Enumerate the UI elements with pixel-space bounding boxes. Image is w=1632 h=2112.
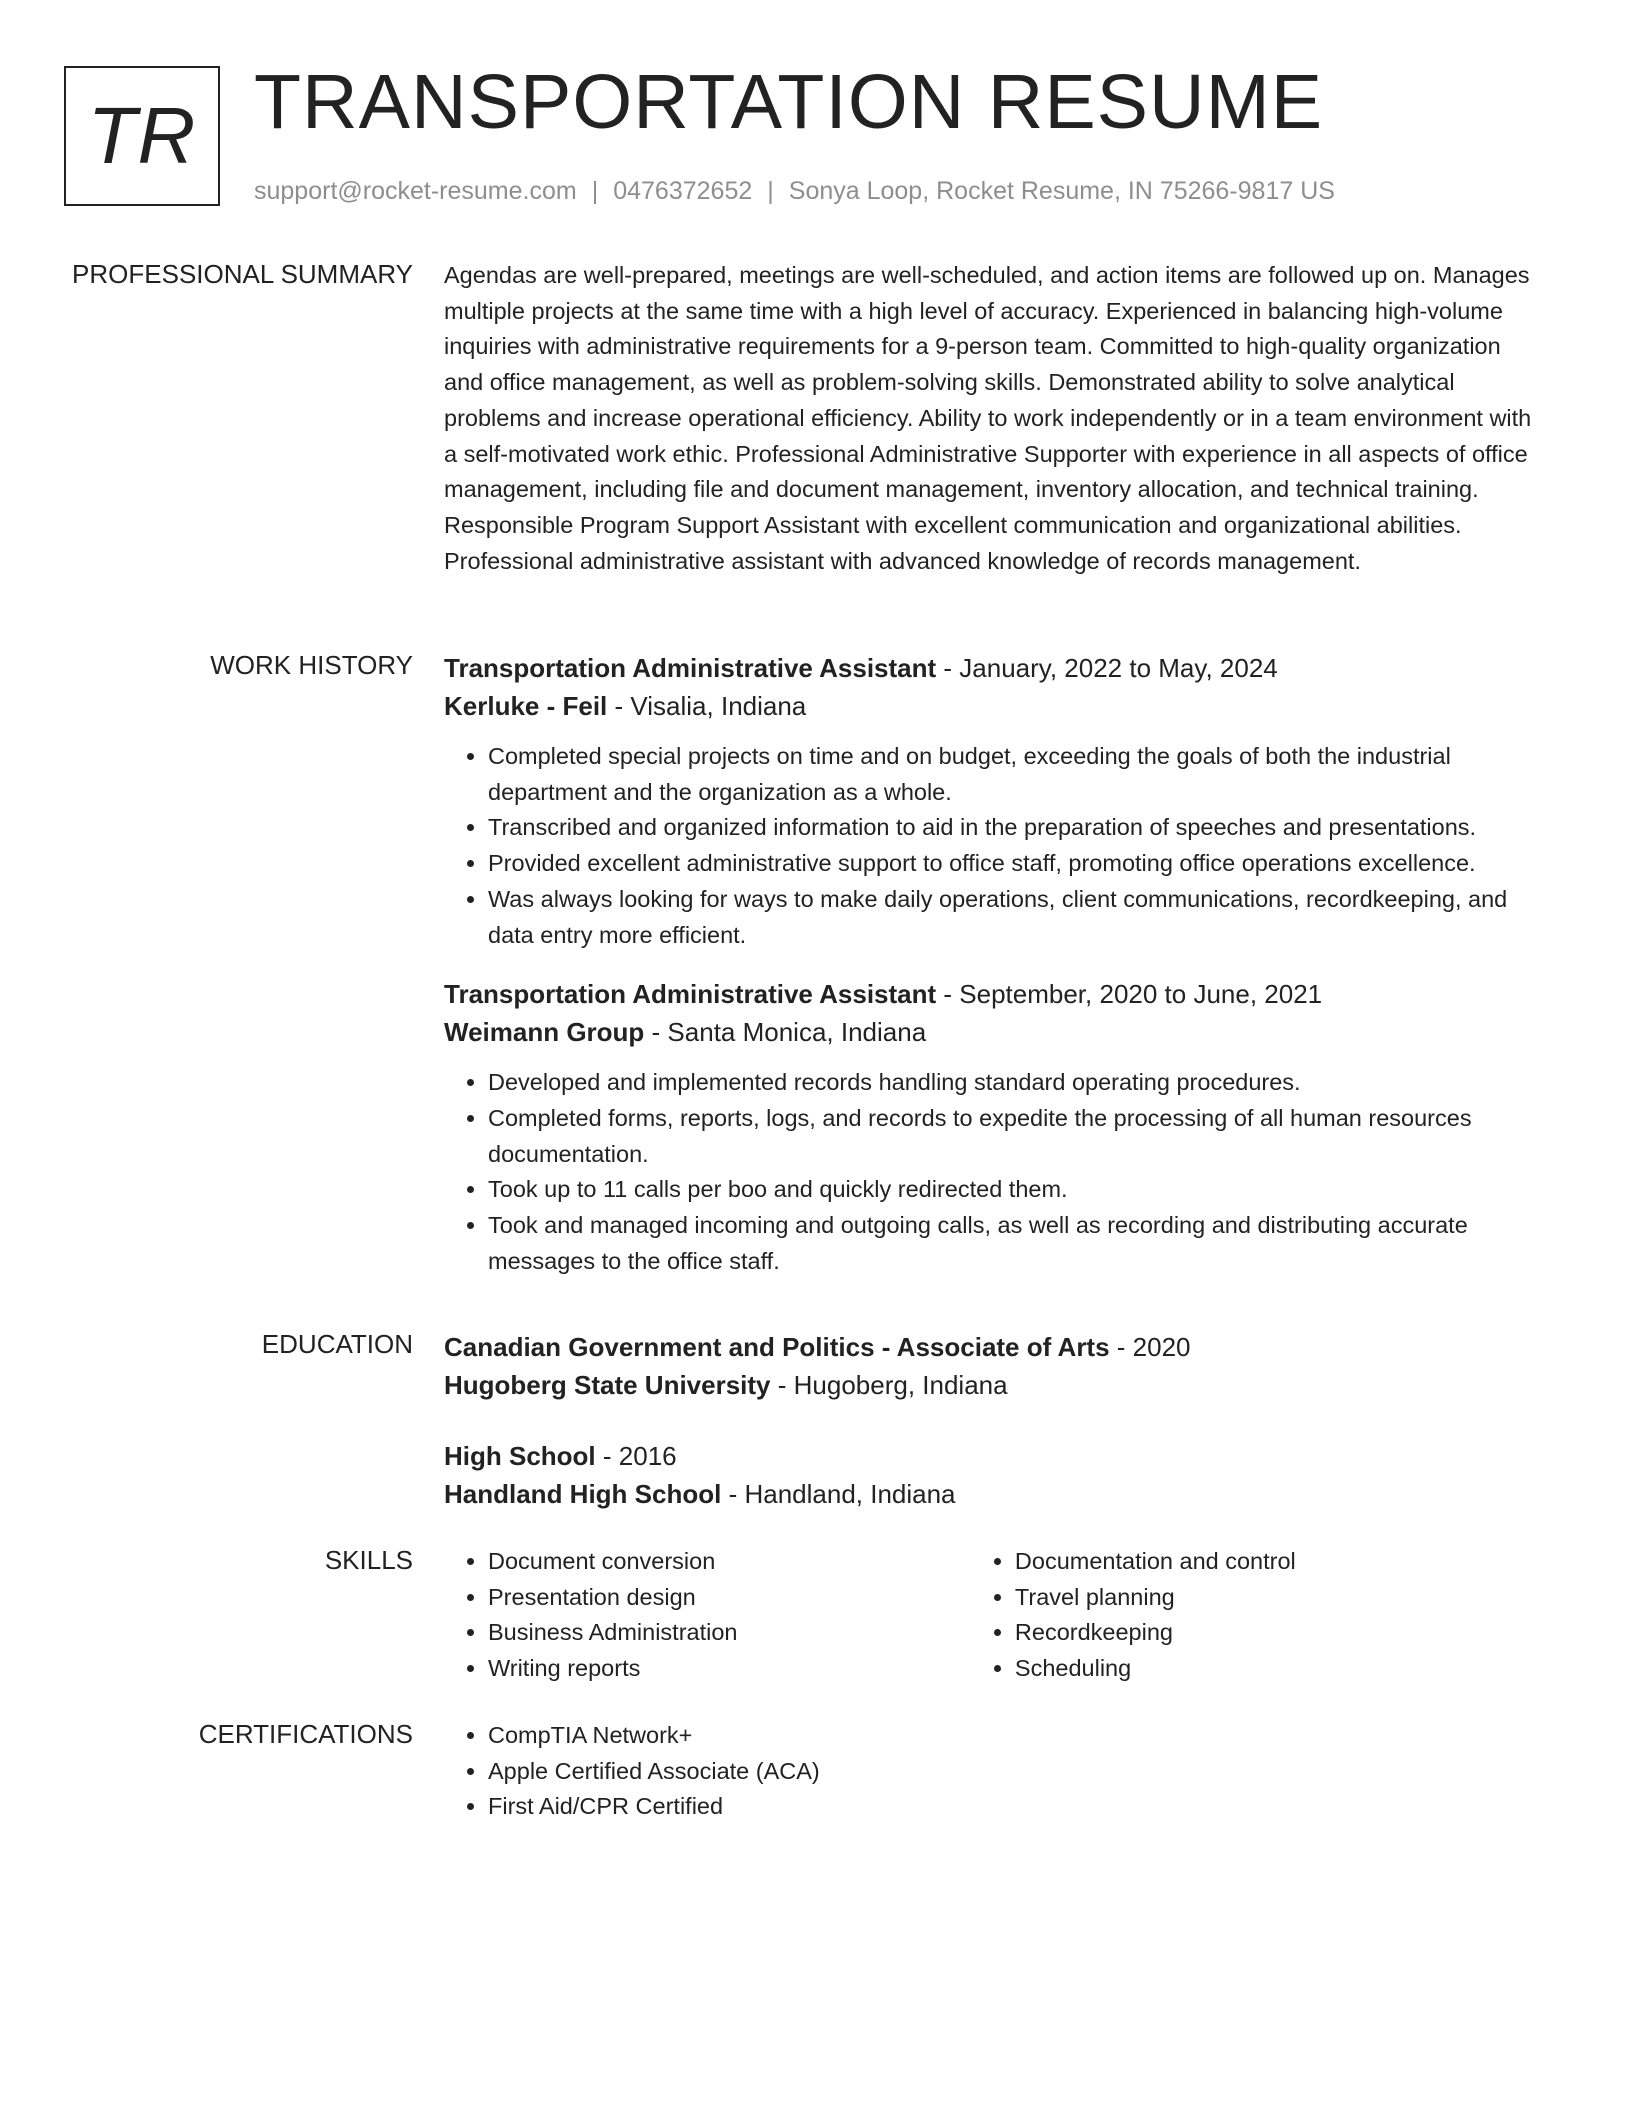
section-label-education: EDUCATION — [261, 1329, 413, 1359]
certification-item: • First Aid/CPR Certified — [488, 1789, 1544, 1825]
degree-name: Canadian Government and Politics - Associate of Arts — [444, 1332, 1110, 1362]
contact-separator: | — [767, 177, 774, 205]
education-entry — [444, 1437, 1544, 1513]
contact-line — [254, 176, 1335, 206]
degree-line — [444, 1328, 1544, 1366]
job-entry — [444, 649, 1544, 953]
skill-item: • Business Administration — [488, 1615, 971, 1651]
degree-year: - 2016 — [602, 1441, 677, 1471]
monogram-logo: TR — [64, 66, 220, 206]
skill-item: • Writing reports — [488, 1651, 971, 1687]
skill-item: • Presentation design — [488, 1580, 971, 1616]
skills-list-left — [444, 1544, 971, 1687]
skill-item: • Travel planning — [1015, 1580, 1544, 1616]
degree-year: - 2020 — [1116, 1332, 1191, 1362]
contact-separator: | — [591, 177, 599, 205]
job-location: - Santa Monica, Indiana — [651, 1017, 927, 1048]
job-title: Transportation Administrative Assistant — [444, 653, 937, 683]
resume-title: TRANSPORTATION RESUME — [254, 59, 1324, 145]
contact-phone[interactable]: 0476372652 — [613, 177, 753, 205]
skill-item: • Scheduling — [1015, 1651, 1544, 1687]
job-bullet: • Transcribed and organized information to aid in the preparation of speeches and presentations. — [488, 810, 1544, 846]
skills-list-right — [971, 1544, 1544, 1687]
certifications-list — [444, 1718, 1544, 1825]
degree-line — [444, 1437, 1544, 1475]
job-bullet: • Completed special projects on time and on budget, exceeding the goals of both the industrial department and the organization as a whole. — [488, 739, 1544, 810]
school-line — [444, 1475, 1544, 1513]
job-bullet: • Took up to 11 calls per boo and quickly redirected them. — [488, 1172, 1544, 1208]
job-dates: - January, 2022 to May, 2024 — [943, 653, 1278, 683]
school-location: - Hugoberg, Indiana — [777, 1370, 1008, 1400]
certification-item: • CompTIA Network+ — [488, 1718, 1544, 1754]
section-label-skills: SKILLS — [324, 1545, 413, 1575]
school-line — [444, 1366, 1544, 1404]
skill-item: • Documentation and control — [1015, 1544, 1544, 1580]
section-label-work-history: WORK HISTORY — [210, 650, 413, 680]
job-title: Transportation Administrative Assistant — [444, 979, 937, 1010]
summary-text: Agendas are well-prepared, meetings are well-scheduled, and action items are followed up on. Manages multiple projects at the same time with a high level of accuracy. Experienced in balancing high-volume inquiries with administrative requirements for a 9-person team. Committed to high-quality organization and office management, as well as problem-solving skills. Demonstrated ability to solve analytical problems and increase operational efficiency. Ability to work independently or in a team environment with a self-motivated work ethic. Professional Administrative Supporter with experience in all aspects of office management, including file and document management, inventory allocation, and technical training. Responsible Program Support Assistant with excellent communication and organizational abilities. Professional administrative assistant with advanced knowledge of records management. — [444, 262, 1532, 574]
job-company-line — [444, 1013, 1544, 1051]
job-bullet: • Developed and implemented records handling standard operating procedures. — [488, 1065, 1544, 1101]
job-title-line — [444, 975, 1544, 1013]
job-bullet: • Took and managed incoming and outgoing calls, as well as recording and distributing accurate messages to the office staff. — [488, 1208, 1544, 1279]
section-label-summary: PROFESSIONAL SUMMARY — [72, 259, 413, 289]
skill-item: • Recordkeeping — [1015, 1615, 1544, 1651]
job-company: Weimann Group — [444, 1017, 645, 1048]
job-bullet: • Completed forms, reports, logs, and records to expedite the processing of all human resources documentation. — [488, 1101, 1544, 1172]
education-entry — [444, 1328, 1544, 1404]
job-title-line — [444, 649, 1544, 687]
contact-email[interactable]: support@rocket-resume.com — [254, 177, 577, 205]
school-name: Hugoberg State University — [444, 1370, 771, 1400]
job-company: Kerluke - Feil — [444, 691, 608, 721]
degree-name: High School — [444, 1441, 596, 1471]
job-company-line — [444, 687, 1544, 725]
skill-item: • Document conversion — [488, 1544, 971, 1580]
certification-item: • Apple Certified Associate (ACA) — [488, 1754, 1544, 1790]
job-bullet: • Was always looking for ways to make daily operations, client communications, recordkeeping, and data entry more efficient. — [488, 882, 1544, 953]
job-bullet: • Provided excellent administrative support to office staff, promoting office operations excellence. — [488, 846, 1544, 882]
job-entry — [444, 975, 1544, 1279]
section-label-certifications: CERTIFICATIONS — [198, 1719, 413, 1749]
school-name: Handland High School — [444, 1479, 722, 1509]
school-location: - Handland, Indiana — [728, 1479, 956, 1509]
contact-address: Sonya Loop, Rocket Resume, IN 75266-9817 US — [788, 177, 1335, 205]
job-bullets — [444, 739, 1544, 953]
job-bullets — [444, 1065, 1544, 1279]
job-dates: - September, 2020 to June, 2021 — [943, 979, 1323, 1010]
job-location: - Visalia, Indiana — [614, 691, 807, 721]
